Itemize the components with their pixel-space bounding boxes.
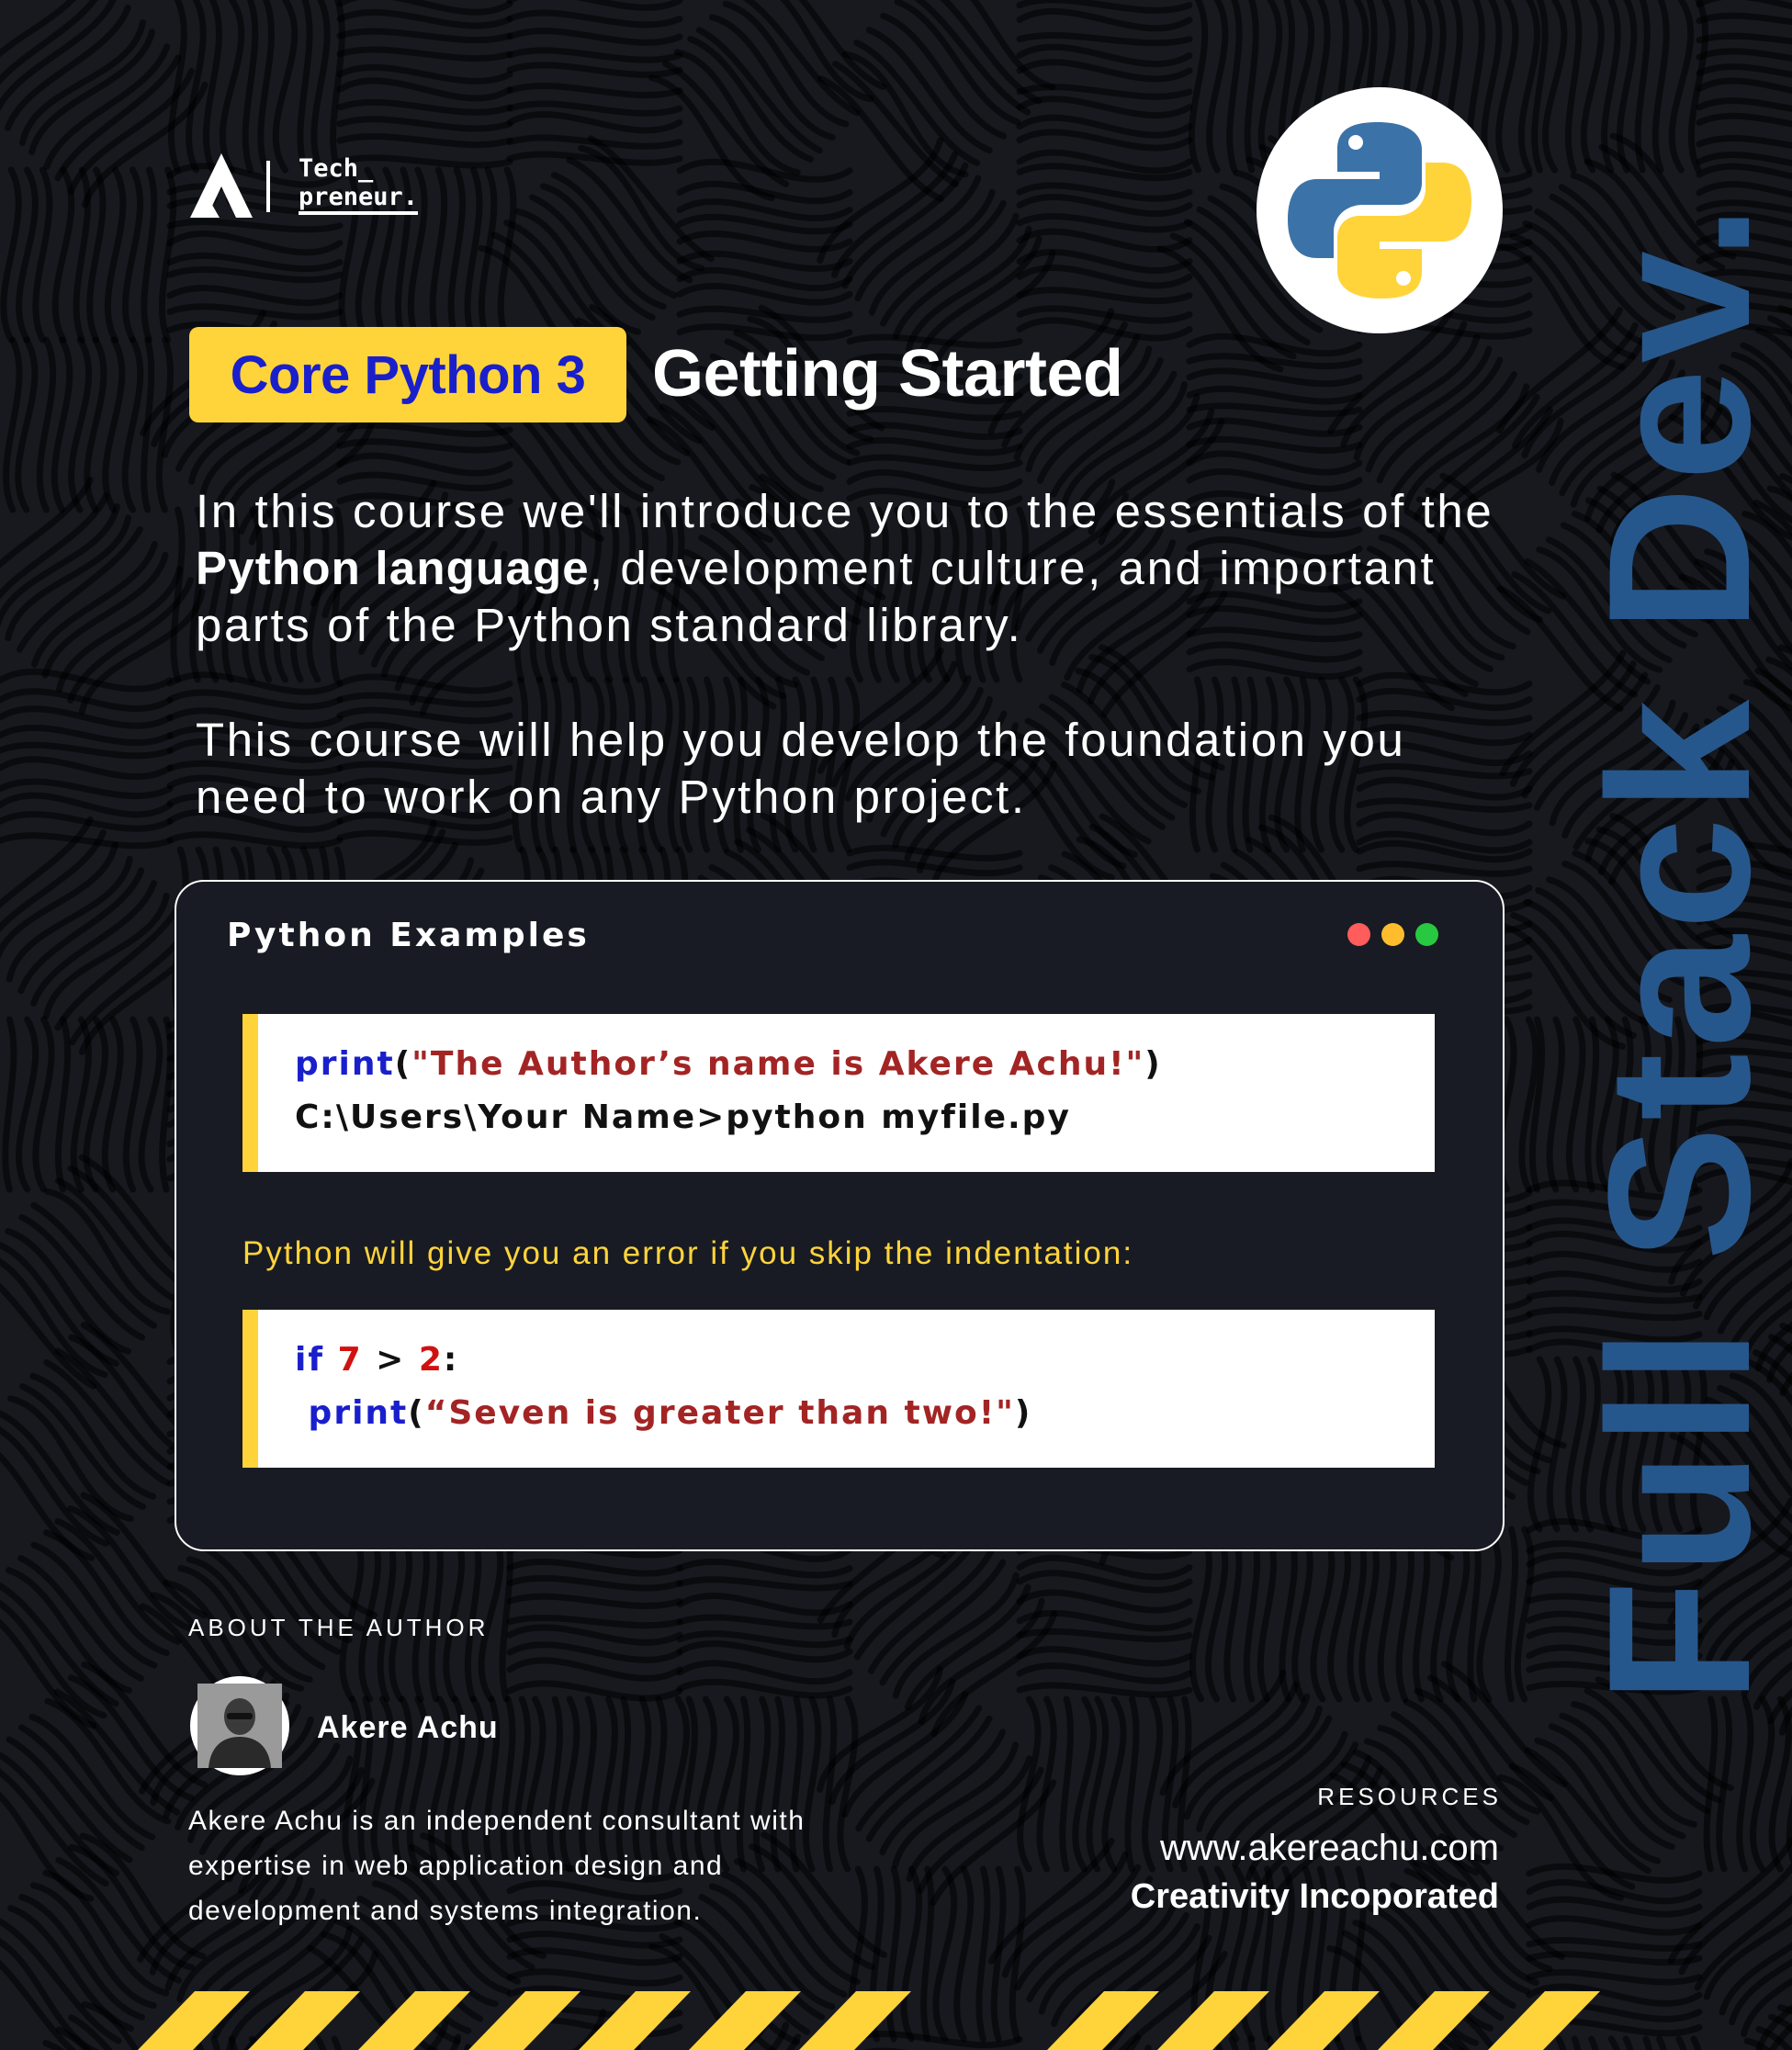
intro-paragraph-1 — [196, 483, 1500, 654]
code-line-command: C:\Users\Your Name>python myfile.py — [295, 1098, 1071, 1136]
hazard-stripe — [579, 1991, 691, 2050]
code-keyword-if: if — [295, 1341, 325, 1379]
course-badge — [189, 327, 626, 422]
window-controls — [1347, 923, 1438, 946]
author-photo — [197, 1684, 282, 1768]
page-title: Getting Started — [652, 337, 1123, 411]
author-bio: Akere Achu is an independent consultant with expertise in web application design and development and systems integration. — [188, 1806, 806, 1926]
minimize-dot-icon — [1381, 923, 1404, 946]
logo-line-2: preneur. — [299, 183, 418, 215]
python-logo-icon — [1257, 87, 1503, 333]
code-paren-open: ( — [394, 1045, 412, 1083]
code-operator: > — [362, 1341, 419, 1379]
code-string-2: “Seven is greater than two!" — [424, 1394, 1015, 1432]
hazard-stripe — [799, 1991, 911, 2050]
code-paren-close-2: ) — [1014, 1394, 1032, 1432]
hazard-stripe — [1378, 1991, 1490, 2050]
hazard-stripe — [138, 1991, 250, 2050]
hazard-stripe — [468, 1991, 580, 2050]
python-logo-badge — [1257, 87, 1503, 333]
hazard-stripe — [1488, 1991, 1600, 2050]
code-block-2 — [242, 1310, 1435, 1468]
person-icon — [197, 1684, 282, 1768]
logo-divider — [266, 161, 270, 212]
hazard-stripe — [248, 1991, 360, 2050]
code-number-2: 2 — [418, 1341, 444, 1379]
hazard-stripe — [358, 1991, 470, 2050]
avatar — [190, 1676, 289, 1775]
hazard-stripe — [1157, 1991, 1269, 2050]
maximize-dot-icon — [1415, 923, 1438, 946]
intro-text-bold: Python language — [196, 542, 590, 594]
intro-paragraph-2: This course will help you develop the foundation you need to work on any Python project. — [196, 714, 1406, 823]
hazard-stripe — [1268, 1991, 1380, 2050]
code-paren-open-2: ( — [408, 1394, 425, 1432]
logo-mark-icon — [188, 150, 254, 220]
code-number-7: 7 — [337, 1341, 363, 1379]
hazard-stripes — [0, 1991, 1690, 2050]
panel-title: Python Examples — [227, 917, 590, 954]
python-examples-panel — [175, 880, 1505, 1551]
code-line-if — [295, 1334, 1435, 1387]
code-line-print-2 — [295, 1387, 1435, 1440]
course-badge-label: Core Python 3 — [230, 344, 586, 405]
resources-label: RESOURCES — [1317, 1783, 1502, 1810]
code-keyword-print: print — [308, 1394, 409, 1432]
close-dot-icon — [1347, 923, 1370, 946]
hazard-stripe — [689, 1991, 801, 2050]
logo-wordmark — [299, 154, 418, 215]
intro-text-after: , development culture, and important parts of the Python standard library. — [196, 542, 1437, 651]
code-paren-close: ) — [1144, 1045, 1162, 1083]
author-name: Akere Achu — [317, 1710, 499, 1745]
code-line-print — [295, 1038, 1435, 1091]
intro-text-before: In this course we'll introduce you to the essentials of the — [196, 485, 1494, 537]
techpreneur-logo — [188, 150, 445, 223]
about-author-label: ABOUT THE AUTHOR — [188, 1614, 490, 1641]
indentation-note: Python will give you an error if you skip the indentation: — [242, 1235, 1134, 1271]
resources-link[interactable]: www.akereachu.com — [1159, 1828, 1499, 1868]
resources-organization: Creativity Incoporated — [1130, 1877, 1499, 1916]
hazard-stripe — [1047, 1991, 1159, 2050]
code-colon: : — [443, 1341, 459, 1379]
code-block-1 — [242, 1014, 1435, 1172]
logo-line-1: Tech_ — [299, 154, 374, 183]
code-string: "The Author’s name is Akere Achu!" — [411, 1045, 1145, 1083]
code-keyword: print — [295, 1045, 395, 1083]
vertical-side-text: Full Stack Dev. — [1566, 198, 1792, 1704]
